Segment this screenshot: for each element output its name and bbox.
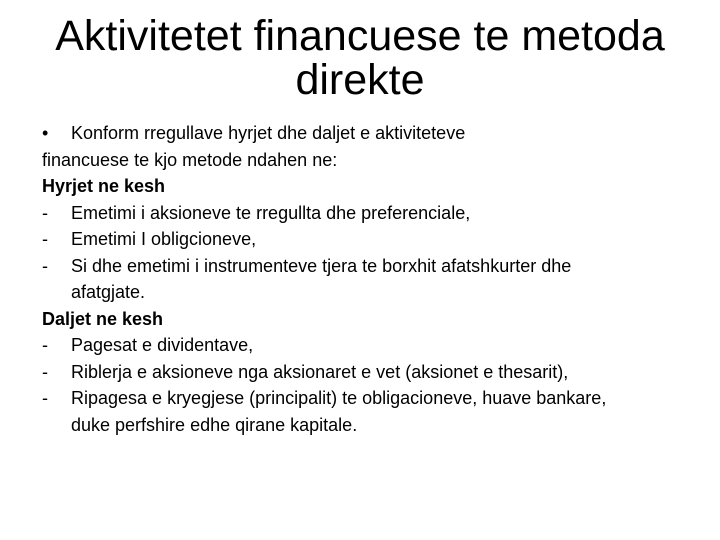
dash-icon: - (42, 388, 48, 408)
intro-bullet (42, 120, 692, 147)
inflows-heading: Hyrjet ne kesh (42, 176, 166, 196)
slide-title-line-2: direkte (295, 56, 425, 104)
intro-text-line-2: financuese te kjo metode ndahen ne: (42, 149, 338, 170)
dash-icon: - (42, 255, 48, 276)
inflow-item (42, 200, 692, 227)
inflow-item-text: Si dhe emetimi i instrumenteve tjera te borxhit afatshkurter dhe (71, 255, 572, 276)
intro-text-line-1: Konform rregullave hyrjet dhe daljet e aktiviteteve (71, 123, 466, 143)
outflow-item-text: Riblerja e aksioneve nga aksionaret e vet (aksionet e thesarit), (71, 361, 569, 382)
slide-body (42, 120, 692, 438)
outflow-item-text: Pagesat e dividentave, (71, 335, 254, 355)
dash-icon: - (42, 335, 48, 355)
slide-title-line-1: Aktivitetet financuese te metoda (55, 12, 665, 60)
bullet-icon: • (42, 123, 49, 143)
inflow-item-text-continued: afatgjate. (71, 282, 146, 302)
outflow-item (42, 332, 692, 359)
inflow-item-text: Emetimi i aksioneve te rregullta dhe preferenciale, (71, 202, 471, 223)
inflow-item (42, 226, 692, 253)
dash-icon: - (42, 202, 48, 223)
dash-icon: - (42, 361, 48, 382)
outflow-item (42, 385, 692, 438)
inflow-item-text: Emetimi I obligcioneve, (71, 229, 257, 249)
inflow-item (42, 253, 692, 306)
dash-icon: - (42, 229, 48, 249)
outflows-heading: Daljet ne kesh (42, 308, 164, 329)
outflow-item-text: Ripagesa e kryegjese (principalit) te obligacioneve, huave bankare, (71, 388, 607, 408)
outflow-item-text-continued: duke perfshire edhe qirane kapitale. (71, 414, 358, 435)
slide-title (20, 14, 700, 102)
outflow-item (42, 359, 692, 386)
